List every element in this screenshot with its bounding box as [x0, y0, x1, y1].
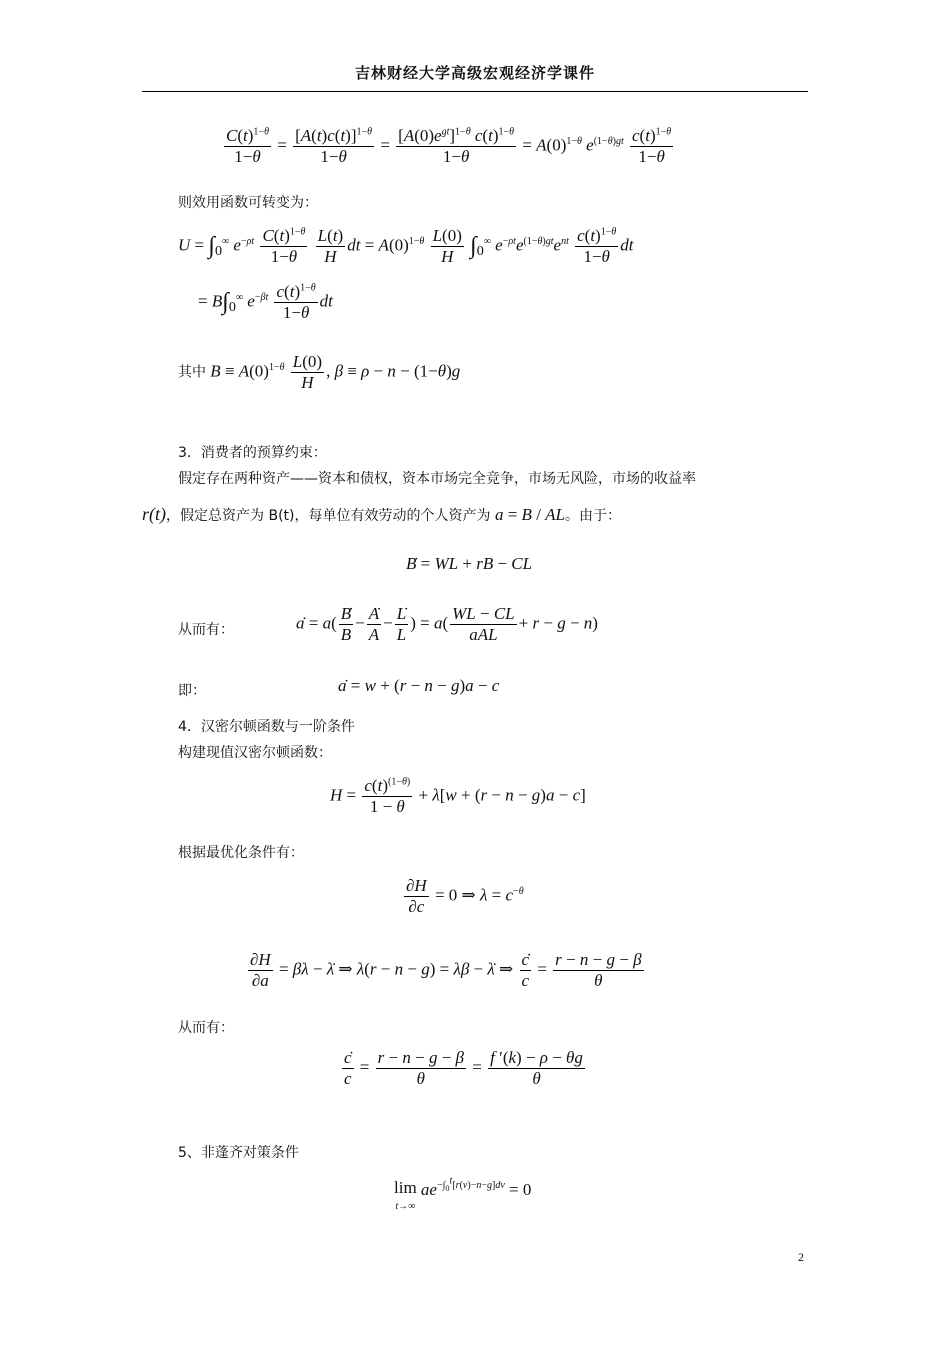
equation-utility-transform: $\frac{C(t)^{1-\theta}}{1-\theta}$ = $\frac{[A(t)c(t)]^{1-\theta}}{1-\theta}$ = $\frac{[A(0)e^{gt}]^{1-\theta} c(t)^{1-\theta}}{1-\theta}$ = $A(0)^{1-\theta}$ $e^{(1-\theta)gt}$ $\frac{c(t)^{1-\theta}}{1-\theta}$ — [226, 126, 672, 166]
equation-asset-growth: ȧ = a( $\frac{B}{B}$ − $\frac{A}{A}$ − $\frac{L}{L}$ ) = a( $\frac{WL - CL}{\text{aAL}}$ + r − g − n) — [296, 604, 598, 644]
equation-hamiltonian: H = $\frac{c(t)^{(1-\theta)}}{1 - \theta}$ + λ[w + (r − n − g)a − c] — [330, 776, 586, 816]
thus-have-label-1: 从而有： — [178, 622, 234, 638]
section3-paragraph-2a: ，假定总资产为 B(t)，每单位有效劳动的个人资产为 — [166, 508, 491, 524]
equation-budget: Ḃ = WL + rB − CL — [406, 554, 533, 573]
section3-title: 3．消费者的预算约束： — [178, 445, 327, 461]
equation-utility-integral: $U = \int_0^\infty$ $e^{-\rho t}$ $\frac{C(t)^{1-\theta}}{1-\theta}$ $\frac{L(t)}{H}$ dt = $A(0)^{1-\theta}$ $\frac{L(0)}{H}$ $\int_0^\infty$ $e^{-\rho t}e^{(1-\theta)gt}e^{nt}$ $\frac{c(t)^{1-\theta}}{1-\theta}$ dt — [178, 226, 634, 266]
page-number: 2 — [798, 1250, 804, 1264]
where-prefix: 其中 — [178, 364, 206, 381]
section3-paragraph-1: 假定存在两种资产——资本和债权，资本市场完全竞争，市场无风险，市场的收益率 — [178, 471, 696, 487]
section4-paragraph-1: 构建现值汉密尔顿函数： — [178, 745, 332, 761]
equation-euler: $\frac{c}{c}$ = $\frac{r - n - g - \beta}{\theta}$ = $\frac{f '(k) - \rho - \theta g}{\theta}$ — [344, 1048, 583, 1088]
ie-label: 即： — [178, 683, 206, 699]
section3-paragraph-2b: 。由于： — [565, 508, 622, 524]
thus-have-label-2: 从而有： — [178, 1020, 234, 1036]
page-header-title: 吉林财经大学高级宏观经济学课件 — [354, 64, 595, 82]
equation-foc-c: $\frac{\partial H}{\partial c}$ = 0 ⇒ $\lambda = c^{-\theta}$ — [406, 876, 524, 916]
header-rule — [142, 91, 808, 92]
section5-title: 5、非蓬齐对策条件 — [178, 1145, 299, 1161]
equation-utility-b: = $B\int_0^\infty$ $e^{-\beta t}$ $\frac{c(t)^{1-\theta}}{1-\theta}$ dt — [198, 282, 333, 322]
section4-title: 4．汉密尔顿函数与一阶条件 — [178, 719, 355, 735]
optimality-label: 根据最优化条件有： — [178, 845, 304, 861]
equation-asset-dynamics: ȧ = w + (r − n − g)a − c — [338, 676, 500, 695]
equation-foc-a: $\frac{\partial H}{\partial a}$ = βλ − λ̇ ⇒ λ(r − n − g) = λβ − λ̇ ⇒ $\frac{c}{c}$ = $\frac{r - n - g - \beta}{\theta}$ — [250, 950, 642, 990]
equation-no-ponzi: lim t→∞ $ae^{-\int_0^t[r(v)-n-g]dv} = 0$ — [394, 1176, 532, 1212]
utility-intro-text: 则效用函数可转变为： — [178, 195, 318, 211]
section3-paragraph-2: r(t)，假定总资产为 B(t)，每单位有效劳动的个人资产为 a = B / AL。由于： — [142, 504, 622, 524]
equation-where-b: 其中 $B \equiv A(0)^{1-\theta}$ $\frac{L(0)}{H}$ , β ≡ ρ − n − (1−θ)g — [178, 352, 461, 392]
